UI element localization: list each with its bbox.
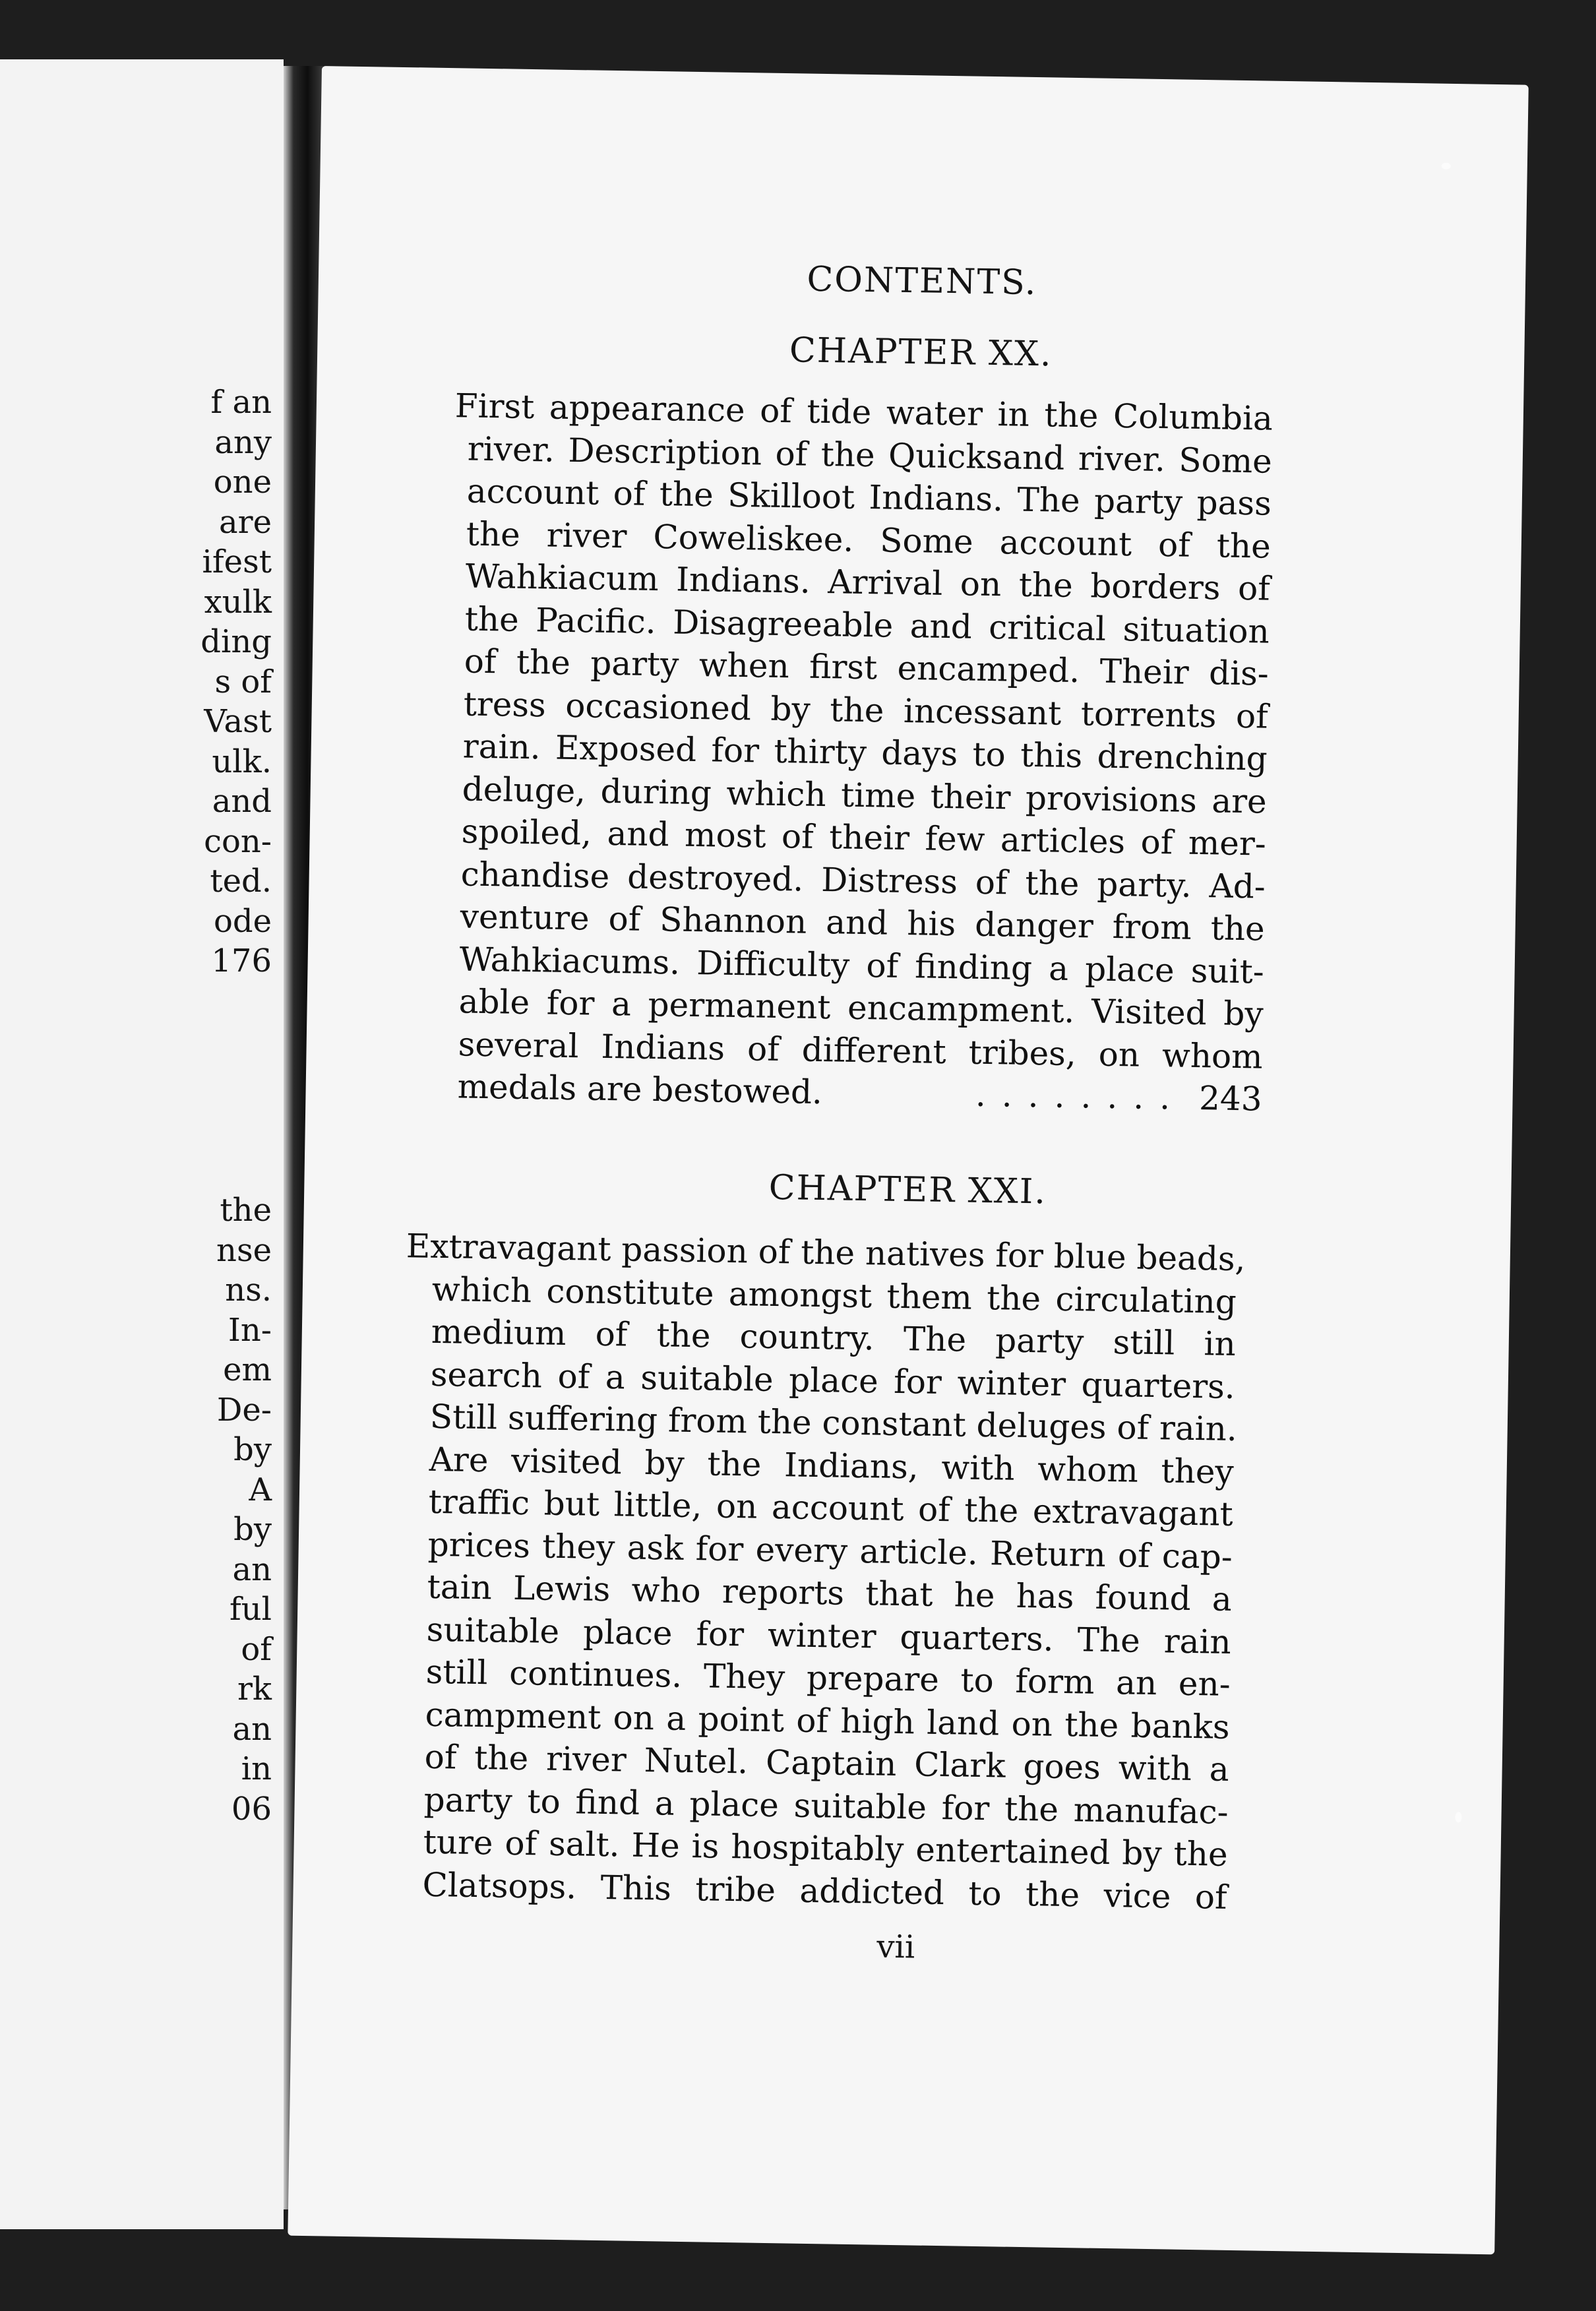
facing-page-fragment: are xyxy=(219,503,272,541)
facing-page-fragment: the xyxy=(220,1192,272,1229)
summary-line: of the river Nutel. Captain Clark goes with a xyxy=(424,1737,1230,1789)
summary-line: tain Lewis who reports that he has found a xyxy=(427,1567,1233,1618)
chapter-xx-page-ref: 243 xyxy=(1198,1079,1263,1119)
contents-page xyxy=(288,66,1528,2254)
facing-page-fragment: in xyxy=(241,1750,272,1787)
summary-line: river. Description of the Quicksand river. Some xyxy=(467,429,1273,481)
summary-line: deluge, during which time their provisions are xyxy=(462,769,1268,821)
facing-page-fragment: xulk xyxy=(204,583,272,621)
summary-line: which constitute amongst them the circulating xyxy=(431,1270,1237,1321)
summary-line: several Indians of different tribes, on whom xyxy=(458,1024,1264,1076)
summary-line: suitable place for winter quarters. The rain xyxy=(426,1610,1232,1661)
summary-line: rain. Exposed for thirty days to this drenching xyxy=(462,727,1268,778)
facing-page-fragment: any xyxy=(214,423,272,461)
facing-page-fragment: f an xyxy=(210,384,272,421)
facing-page-fragment: of xyxy=(241,1630,272,1668)
summary-line: campment on a point of high land on the banks xyxy=(425,1695,1231,1746)
summary-line: the Pacific. Disagreeable and critical situation xyxy=(464,600,1270,651)
summary-line: able for a permanent encampment. Visited by xyxy=(458,982,1264,1033)
chapter-xxi-heading: CHAPTER XXI. xyxy=(768,1167,1047,1212)
facing-page-fragment: ifest xyxy=(202,543,272,580)
facing-page-fragment: Vast xyxy=(204,703,272,740)
summary-line: spoiled, and most of their few articles of mer- xyxy=(461,812,1267,863)
facing-page-fragment: one xyxy=(213,464,272,501)
facing-page-fragment: ding xyxy=(200,623,272,660)
facing-page-fragment: and xyxy=(212,783,272,820)
facing-page-fragment: A xyxy=(249,1471,272,1508)
summary-line: still continues. They prepare to form an en- xyxy=(425,1652,1231,1704)
summary-line: Extravagant passion of the natives for blue beads, xyxy=(406,1227,1246,1279)
facing-page-fragment: In- xyxy=(228,1311,272,1349)
summary-line: Wahkiacum Indians. Arrival on the borders of xyxy=(465,557,1271,608)
facing-page-fragment: by xyxy=(233,1511,272,1548)
chapter-xx-heading: CHAPTER XX. xyxy=(789,330,1053,375)
facing-page-fragment: 06 xyxy=(231,1790,272,1828)
left-facing-page xyxy=(0,59,284,2229)
facing-page-fragment: ulk. xyxy=(212,743,272,780)
facing-page-fragment: De- xyxy=(216,1391,272,1429)
summary-line: party to find a place suitable for the manufac- xyxy=(423,1780,1229,1832)
facing-page-fragment: nse xyxy=(216,1231,272,1269)
facing-page-fragment: by xyxy=(233,1431,272,1468)
dot-leader: ........ xyxy=(975,1075,1186,1117)
summary-line: medium of the country. The party still in xyxy=(431,1312,1237,1364)
facing-page-fragment: 176 xyxy=(211,942,272,979)
facing-page-fragment: ns. xyxy=(225,1272,272,1309)
chapter-xxi-summary xyxy=(406,1225,1246,1919)
facing-page-fragment: an xyxy=(232,1551,272,1588)
summary-line: venture of Shannon and his danger from the xyxy=(460,897,1266,948)
facing-page-fragment: con- xyxy=(204,822,272,860)
facing-page-fragment: ode xyxy=(213,902,272,940)
summary-line: Still suffering from the constant deluges of rain. xyxy=(429,1397,1238,1449)
summary-line: of the party when first encamped. Their dis- xyxy=(464,642,1270,693)
contents-heading: CONTENTS. xyxy=(807,259,1037,303)
summary-line: tress occasioned by the incessant torrents of xyxy=(463,684,1269,736)
facing-page-fragment: ted. xyxy=(210,863,272,900)
facing-page-fragment: ful xyxy=(229,1591,272,1628)
summary-line: medals are bestowed. xyxy=(457,1067,823,1112)
facing-page-fragment: em xyxy=(223,1351,272,1388)
facing-page-fragment: an xyxy=(232,1710,272,1748)
facing-page-fragment: s of xyxy=(214,663,272,700)
summary-line: the river Coweliskee. Some account of the xyxy=(466,514,1272,566)
summary-line: account of the Skilloot Indians. The party pass xyxy=(466,472,1272,523)
summary-line: Are visited by the Indians, with whom they xyxy=(429,1440,1235,1491)
summary-line: traffic but little, on account of the extravagant xyxy=(428,1482,1234,1533)
chapter-xx-summary xyxy=(454,385,1274,1121)
paper-speck xyxy=(1442,163,1451,169)
summary-line: Wahkiacums. Difficulty of finding a place suit- xyxy=(459,939,1265,991)
paper-speck xyxy=(1455,1812,1461,1822)
summary-line: chandise destroyed. Distress of the party. Ad- xyxy=(460,854,1266,906)
facing-page-fragment: rk xyxy=(237,1671,272,1708)
summary-line: prices they ask for every article. Return of cap- xyxy=(427,1525,1233,1576)
summary-line: search of a suitable place for winter quarters. xyxy=(430,1355,1236,1406)
summary-line: Clatsops. This tribe addicted to the vice of xyxy=(422,1865,1228,1917)
summary-line: First appearance of tide water in the Columbia xyxy=(454,386,1274,438)
summary-line: ture of salt. He is hospitably entertained by the xyxy=(423,1822,1229,1874)
page-number: vii xyxy=(876,1928,915,1966)
